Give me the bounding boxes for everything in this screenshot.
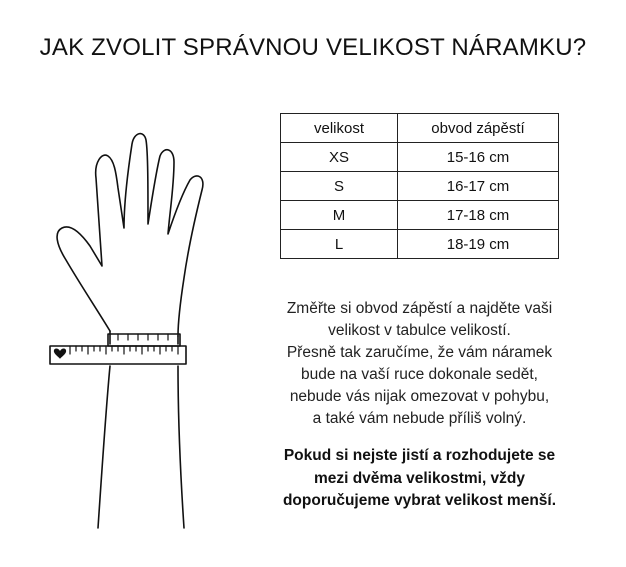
table-row	[281, 201, 559, 230]
instructions-line: nebude vás nijak omezovat v pohybu,	[289, 388, 550, 405]
instructions-text	[275, 298, 564, 430]
instructions-line: bude na vaší ruce dokonale sedět,	[301, 366, 538, 383]
size-cell: M	[281, 201, 398, 230]
hand-illustration	[44, 128, 244, 548]
wrist-range-cell: 17-18 cm	[398, 201, 559, 230]
size-table	[280, 113, 559, 259]
wrist-range-cell: 18-19 cm	[398, 230, 559, 259]
table-row	[281, 230, 559, 259]
instructions-line: Změřte si obvod zápěstí a najděte vaši	[286, 300, 553, 317]
wrist-range-cell: 15-16 cm	[398, 143, 559, 172]
instructions-line: a také vám nebude příliš volný.	[312, 410, 527, 427]
tip-line: doporučujeme vybrat velikost menší.	[282, 492, 557, 509]
page-title: JAK ZVOLIT SPRÁVNOU VELIKOST NÁRAMKU?	[39, 34, 587, 61]
size-cell: L	[281, 230, 398, 259]
size-table-header-row	[281, 114, 559, 143]
column-header-size: velikost	[281, 114, 398, 143]
size-cell: XS	[281, 143, 398, 172]
table-row	[281, 172, 559, 201]
tip-line: Pokud si nejste jistí a rozhodujete se	[283, 447, 556, 464]
heart-icon	[54, 348, 66, 359]
instructions-line: velikost v tabulce velikostí.	[328, 322, 511, 339]
size-cell: S	[281, 172, 398, 201]
table-row	[281, 143, 559, 172]
wrist-range-cell: 16-17 cm	[398, 172, 559, 201]
hand-outline-icon	[57, 134, 203, 336]
column-header-wrist: obvod zápěstí	[398, 114, 559, 143]
instructions-line: Přesně tak zaručíme, že vám náramek	[286, 344, 553, 361]
tip-text	[275, 445, 564, 513]
tip-line: mezi dvěma velikostmi, vždy	[313, 469, 526, 487]
